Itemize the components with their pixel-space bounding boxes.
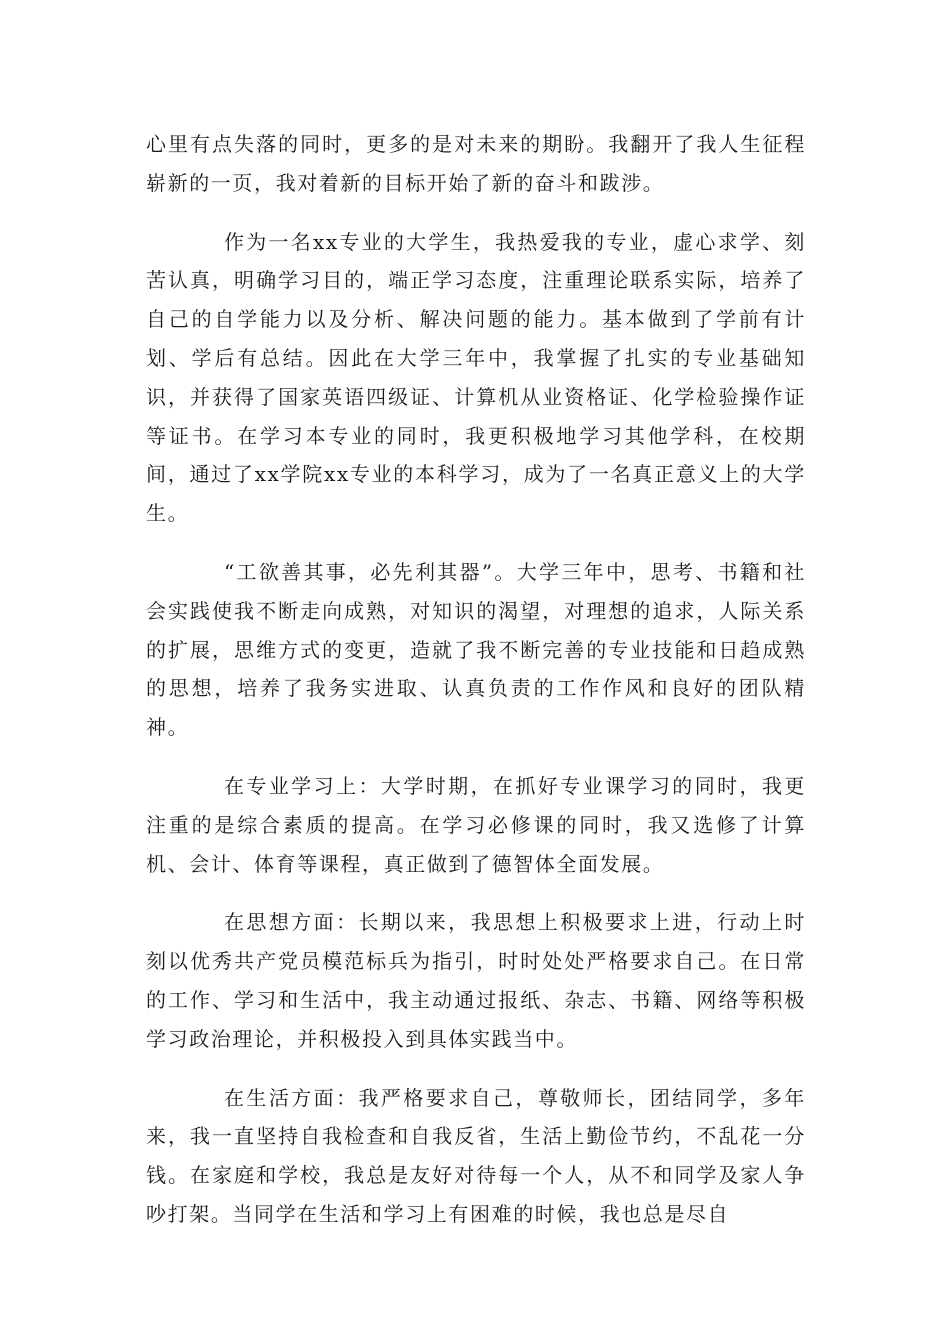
- paragraph-2: 作为一名xx专业的大学生，我热爱我的专业，虚心求学、刻苦认真，明确学习目的，端正学习态度，注重理论联系实际，培养了自己的自学能力以及分析、解决问题的能力。基本做到了学前有计划、学后有总结。因此在大学三年中，我掌握了扎实的专业基础知识，并获得了国家英语四级证、计算机从业资格证、化学检验操作证等证书。在学习本专业的同时，我更积极地学习其他学科，在校期间，通过了xx学院xx专业的本科学习，成为了一名真正意义上的大学生。: [146, 229, 806, 526]
- paragraph-4: 在专业学习上：大学时期，在抓好专业课学习的同时，我更注重的是综合素质的提高。在学习必修课的同时，我又选修了计算机、会计、体育等课程，真正做到了德智体全面发展。: [146, 773, 806, 876]
- paragraph-6: 在生活方面：我严格要求自己，尊敬师长，团结同学，多年来，我一直坚持自我检查和自我反省，生活上勤俭节约，不乱花一分钱。在家庭和学校，我总是友好对待每一个人，从不和同学及家人争吵打架。当同学在生活和学习上有困难的时候，我也总是尽自: [146, 1085, 806, 1226]
- paragraph-5: 在思想方面：长期以来，我思想上积极要求上进，行动上时刻以优秀共产党员模范标兵为指引，时时处处严格要求自己。在日常的工作、学习和生活中，我主动通过报纸、杂志、书籍、网络等积极学习政治理论，并积极投入到具体实践当中。: [146, 910, 806, 1051]
- paragraph-3: “工欲善其事，必先利其器”。大学三年中，思考、书籍和社会实践使我不断走向成熟，对知识的渴望，对理想的追求，人际关系的扩展，思维方式的变更，造就了我不断完善的专业技能和日趋成熟的思想，培养了我务实进取、认真负责的工作作风和良好的团队精神。: [146, 559, 806, 740]
- document-body: [146, 125, 806, 1254]
- paragraph-1: 心里有点失落的同时，更多的是对未来的期盼。我翻开了我人生征程崭新的一页，我对着新的目标开始了新的奋斗和跋涉。: [146, 132, 806, 195]
